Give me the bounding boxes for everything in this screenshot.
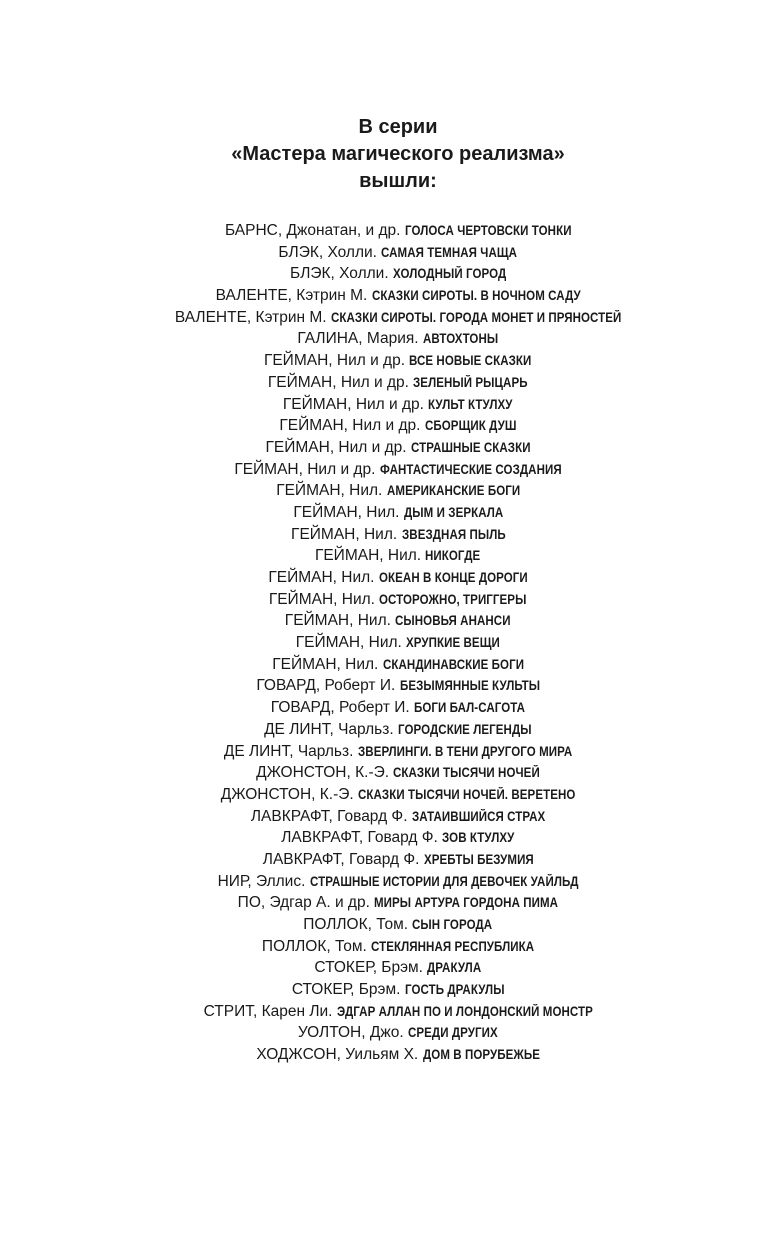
- book-entry: [0, 762, 768, 784]
- book-title: СКАЗКИ СИРОТЫ. В НОЧНОМ САДУ: [371, 288, 581, 304]
- book-title: ГОСТЬ ДРАКУЛЫ: [404, 982, 505, 998]
- book-author: ЛАВКРАФТ, Говард Ф.: [250, 807, 408, 825]
- book-title: ХОЛОДНЫЙ ГОРОД: [392, 266, 507, 282]
- book-author: ГОВАРД, Роберт И.: [270, 699, 410, 717]
- book-title: ЗЕЛЕНЫЙ РЫЦАРЬ: [413, 374, 528, 390]
- book-author: ГЕЙМАН, Нил.: [291, 525, 398, 543]
- book-title: ЭДГАР АЛЛАН ПО И ЛОНДОНСКИЙ МОНСТР: [336, 1003, 593, 1019]
- book-entry: [0, 394, 768, 416]
- book-author: ГЕЙМАН, Нил.: [295, 634, 402, 652]
- book-author: ГАЛИНА, Мария.: [297, 330, 419, 348]
- book-author: ЛАВКРАФТ, Говард Ф.: [262, 850, 420, 868]
- book-entry: [0, 545, 768, 567]
- book-entry: [0, 784, 768, 806]
- book-title: МИРЫ АРТУРА ГОРДОНА ПИМА: [374, 895, 559, 911]
- book-author: ВАЛЕНТЕ, Кэтрин М.: [174, 308, 327, 326]
- book-entry: [0, 567, 768, 589]
- book-entry: [0, 285, 768, 307]
- book-title: КУЛЬТ КТУЛХУ: [428, 396, 513, 412]
- book-entry: [0, 502, 768, 524]
- book-entry: [0, 328, 768, 350]
- book-title: ДРАКУЛА: [427, 960, 482, 976]
- book-title: ДЫМ И ЗЕРКАЛА: [403, 504, 504, 520]
- book-entry: [0, 871, 768, 893]
- book-author: ПО, Эдгар А. и др.: [237, 894, 370, 912]
- book-author: ХОДЖСОН, Уильям Х.: [256, 1046, 419, 1064]
- book-title: СРЕДИ ДРУГИХ: [407, 1025, 498, 1041]
- book-title: ГОРОДСКИЕ ЛЕГЕНДЫ: [397, 721, 532, 737]
- book-author: ДЖОНСТОН, К.-Э.: [256, 764, 390, 782]
- heading-line-2: «Мастера магического реализма»: [231, 143, 565, 165]
- book-title: АМЕРИКАНСКИЕ БОГИ: [386, 483, 520, 499]
- book-title: СКАНДИНАВСКИЕ БОГИ: [382, 656, 524, 672]
- book-author: ГЕЙМАН, Нил.: [284, 612, 391, 630]
- book-title: ОКЕАН В КОНЦЕ ДОРОГИ: [378, 570, 528, 585]
- book-entry: [0, 936, 768, 958]
- book-entry: [0, 849, 768, 871]
- book-author: БЛЭК, Холли.: [290, 265, 389, 283]
- book-author: НИР, Эллис.: [217, 872, 306, 890]
- book-title: ОСТОРОЖНО, ТРИГГЕРЫ: [379, 591, 527, 607]
- book-author: БЛЭК, Холли.: [278, 243, 377, 261]
- book-title: АВТОХТОНЫ: [422, 331, 499, 347]
- book-author: СТОКЕР, Брэм.: [314, 959, 423, 977]
- book-author: ПОЛЛОК, Том.: [303, 916, 409, 933]
- book-title: НИКОГДЕ: [425, 548, 481, 564]
- book-entry: [0, 675, 768, 697]
- book-entry: [0, 372, 768, 394]
- book-author: ДЖОНСТОН, К.-Э.: [220, 785, 354, 803]
- book-title: СТРАШНЫЕ СКАЗКИ: [410, 439, 531, 455]
- book-author: ГЕЙМАН, Нил.: [268, 569, 375, 586]
- book-title: СБОРЩИК ДУШ: [424, 418, 517, 434]
- book-entry: [0, 242, 768, 264]
- book-author: ГЕЙМАН, Нил и др.: [265, 438, 407, 456]
- book-author: ГОВАРД, Роберт И.: [256, 677, 396, 695]
- book-title: ХРУПКИЕ ВЕЩИ: [406, 635, 501, 651]
- book-title: ЗАТАИВШИЙСЯ СТРАХ: [411, 808, 546, 824]
- book-author: СТРИТ, Карен Ли.: [203, 1002, 333, 1020]
- book-title: ВСЕ НОВЫЕ СКАЗКИ: [409, 353, 532, 369]
- book-title: СЫН ГОРОДА: [412, 917, 493, 932]
- book-entry: [0, 459, 768, 481]
- book-author: ГЕЙМАН, Нил и др.: [263, 352, 406, 370]
- book-title: СЫНОВЬЯ АНАНСИ: [395, 613, 511, 629]
- book-author: ГЕЙМАН, Нил.: [268, 590, 375, 608]
- book-list: [0, 220, 768, 1066]
- book-entry: [0, 827, 768, 849]
- book-entry: [0, 1044, 768, 1066]
- book-title: САМАЯ ТЕМНАЯ ЧАЩА: [381, 244, 518, 260]
- book-entry: [0, 350, 768, 372]
- book-entry: [0, 610, 768, 632]
- book-author: ГЕЙМАН, Нил и др.: [234, 460, 376, 478]
- book-entry: [0, 632, 768, 654]
- heading-line-3: вышли:: [359, 170, 437, 192]
- series-heading: [0, 114, 768, 195]
- book-title: ЗВЕРЛИНГИ. В ТЕНИ ДРУГОГО МИРА: [357, 743, 573, 759]
- book-entry: [0, 1001, 768, 1023]
- book-entry: [0, 654, 768, 676]
- book-title: ЗОВ КТУЛХУ: [442, 830, 515, 846]
- book-title: СТРАШНЫЕ ИСТОРИИ ДЛЯ ДЕВОЧЕК УАЙЛЬД: [309, 873, 579, 889]
- book-entry: [0, 524, 768, 546]
- book-title: ЗВЕЗДНАЯ ПЫЛЬ: [401, 526, 506, 542]
- book-entry: [0, 914, 768, 936]
- book-title: ГОЛОСА ЧЕРТОВСКИ ТОНКИ: [404, 223, 572, 238]
- book-author: ГЕЙМАН, Нил.: [276, 482, 383, 500]
- book-entry: [0, 1022, 768, 1044]
- book-entry: [0, 415, 768, 437]
- book-author: СТОКЕР, Брэм.: [291, 981, 401, 999]
- book-title: ФАНТАСТИЧЕСКИЕ СОЗДАНИЯ: [379, 461, 562, 477]
- book-title: СТЕКЛЯННАЯ РЕСПУБЛИКА: [371, 938, 535, 954]
- book-author: ГЕЙМАН, Нил и др.: [267, 373, 409, 391]
- book-title: БОГИ БАЛ-САГОТА: [414, 700, 526, 716]
- book-author: ДЕ ЛИНТ, Чарльз.: [223, 742, 354, 760]
- book-author: ГЕЙМАН, Нил.: [272, 655, 379, 673]
- heading-line-1: В серии: [358, 116, 438, 138]
- book-entry: [0, 480, 768, 502]
- book-entry: [0, 307, 768, 329]
- book-entry: [0, 220, 768, 242]
- book-entry: [0, 892, 768, 914]
- book-author: ГЕЙМАН, Нил.: [293, 503, 400, 521]
- book-entry: [0, 979, 768, 1001]
- book-entry: [0, 806, 768, 828]
- book-title: СКАЗКИ ТЫСЯЧИ НОЧЕЙ. ВЕРЕТЕНО: [358, 786, 576, 802]
- book-title: СКАЗКИ ТЫСЯЧИ НОЧЕЙ: [393, 765, 541, 781]
- book-author: БАРНС, Джонатан, и др.: [224, 222, 401, 239]
- book-entry: [0, 719, 768, 741]
- book-title: ХРЕБТЫ БЕЗУМИЯ: [423, 851, 534, 867]
- book-entry: [0, 263, 768, 285]
- book-author: ГЕЙМАН, Нил и др.: [279, 417, 421, 435]
- book-author: ПОЛЛОК, Том.: [261, 937, 367, 955]
- book-author: ВАЛЕНТЕ, Кэтрин М.: [215, 287, 368, 305]
- book-author: УОЛТОН, Джо.: [297, 1024, 404, 1042]
- book-author: ГЕЙМАН, Нил и др.: [282, 395, 424, 413]
- book-title: СКАЗКИ СИРОТЫ. ГОРОДА МОНЕТ И ПРЯНОСТЕЙ: [330, 309, 622, 325]
- book-entry: [0, 437, 768, 459]
- book-title: БЕЗЫМЯННЫЕ КУЛЬТЫ: [399, 678, 540, 694]
- book-entry: [0, 741, 768, 763]
- book-author: ГЕЙМАН, Нил.: [314, 547, 422, 565]
- book-entry: [0, 957, 768, 979]
- book-title: ДОМ В ПОРУБЕЖЬЕ: [422, 1047, 540, 1063]
- book-author: ЛАВКРАФТ, Говард Ф.: [281, 829, 438, 847]
- book-author: ДЕ ЛИНТ, Чарльз.: [264, 720, 394, 738]
- book-entry: [0, 589, 768, 611]
- book-entry: [0, 697, 768, 719]
